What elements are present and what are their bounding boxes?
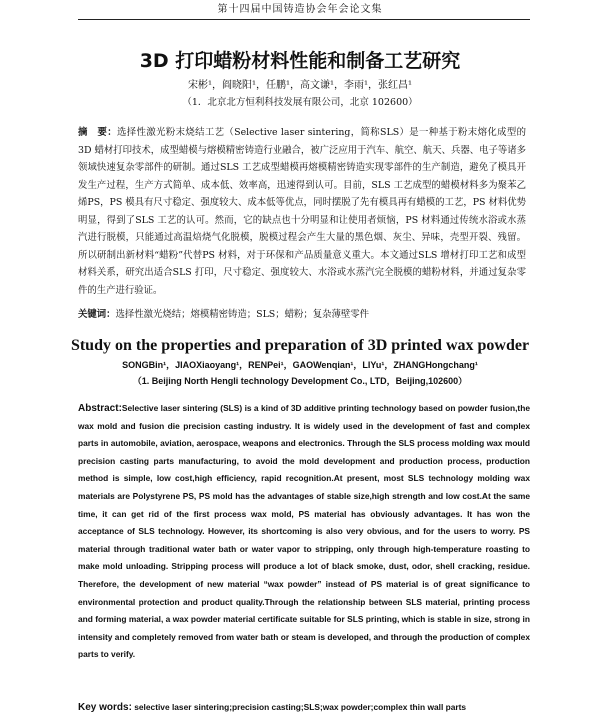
english-authors: SONGBin¹，JIAOXiaoyang¹，RENPei¹，GAOWenqian¹，LIYu¹，ZHANGHongchang¹	[122, 360, 478, 370]
english-abstract-label: Abstract:	[78, 403, 122, 414]
english-abstract	[78, 400, 530, 664]
english-abstract-text: Selective laser sintering (SLS) is a kind of 3D additive printing technology based on powder fusion,the wax mold and fusion die precision casting industry. It is widely used in the development of fast and complex parts in automobile, aviation, aerospace, weapons and electronics. Through the SLS process molding wax mould precision casting parts manufacturing, to avoid the mold development and production process, production method is simple, low cost,high efficiency, rapid recognition.At present, most SLS technology molding wax materials are Polystyrene PS, PS mold has the advantages of stable size,high strength and low cost.At the same time, it can get rid of the first process wax mold, PS material has obviously advantages. It has won the acceptance of SLS technology. However, its shortcoming is also very obvious, and for the users to worry. PS material through traditional water bath or water vapor to stripping, only through high-temperature roasting to make mold unloading. Stripping process will produce a lot of black smoke, dust, odor, shell cracking, residue. Therefore, the development of new material “wax powder” instead of PS material is of great significance to environmental protection and product quality.Through the relationship between SLS material, printing process and forming material, a wax powder material certificate suitable for SLS printing, which is stable in size, strong in intensity and completely removed from water bath or steam is developed, and through the production of complex parts to verify.	[78, 403, 530, 660]
english-keywords	[78, 702, 530, 715]
chinese-keywords-text: 选择性激光烧结；熔模精密铸造；SLS；蜡粉；复杂薄壁零件	[115, 309, 369, 320]
chinese-title: 3D 打印蜡粉材料性能和制备工艺研究	[139, 50, 461, 72]
header-rule	[78, 19, 530, 20]
chinese-abstract-text: 选择性激光粉末烧结工艺（Selective laser sintering，简称SLS）是一种基于粉末熔化成型的3D 蜡材打印技术，成型蜡模与熔模精密铸造行业融合，被广泛应用于汽车、航空、航天、兵器、电子等诸多领域快速复杂零部件的研制。通过SLS 工艺成型蜡模再熔模精密铸造实现零部件的生产制造，避免了模具开发生产过程，生产方式简单、成本低、效率高，迅速得到认可。目前，SLS 工艺成型的蜡模材料多为聚苯乙烯PS，PS 模具有尺寸稳定、强度较大、成本低等优点，同时摆脱了先有模具再有蜡模的工艺，PS 材料优势明显，得到了SLS 工艺的认可。然而，它的缺点也十分明显和让使用者烦恼，PS 材料通过传统水浴或水蒸汽进行脱模，只能通过高温焙烧气化脱模，脱模过程会产生大量的黑色烟、灰尘、异味，壳型开裂、残留。所以研制出新材料“蜡粉”代替PS 材料，对于环保和产品质量意义重大。本文通过SLS 增材打印工艺和成型材料关系，研究出适合SLS 打印，尺寸稳定、强度较大、水浴或水蒸汽完全脱模的蜡粉材料，并通过复杂零件的生产进行验证。	[78, 127, 526, 296]
chinese-authors: 宋彬¹，阎晓阳¹，任鹏¹，高文谦¹，李雨¹，张红昌¹	[187, 80, 413, 91]
english-keywords-label: Key words:	[78, 702, 132, 713]
chinese-keywords-label: 关键词：	[78, 309, 116, 320]
chinese-affiliation: （1．北京北方恒利科技发展有限公司，北京 102600）	[182, 97, 418, 108]
running-header-text: 第十四届中国铸造协会年会论文集	[217, 4, 383, 15]
chinese-abstract	[78, 124, 526, 299]
chinese-abstract-label: 摘 要：	[78, 127, 118, 138]
chinese-keywords	[78, 306, 526, 320]
english-keywords-text: selective laser sintering;precision casting;SLS;wax powder;complex thin wall parts	[134, 702, 467, 712]
english-title: Study on the properties and preparation of 3D printed wax powder	[70, 337, 530, 354]
english-affiliation: （1. Beijing North Hengli technology Development Co., LTD，Beijing,102600）	[132, 376, 468, 386]
